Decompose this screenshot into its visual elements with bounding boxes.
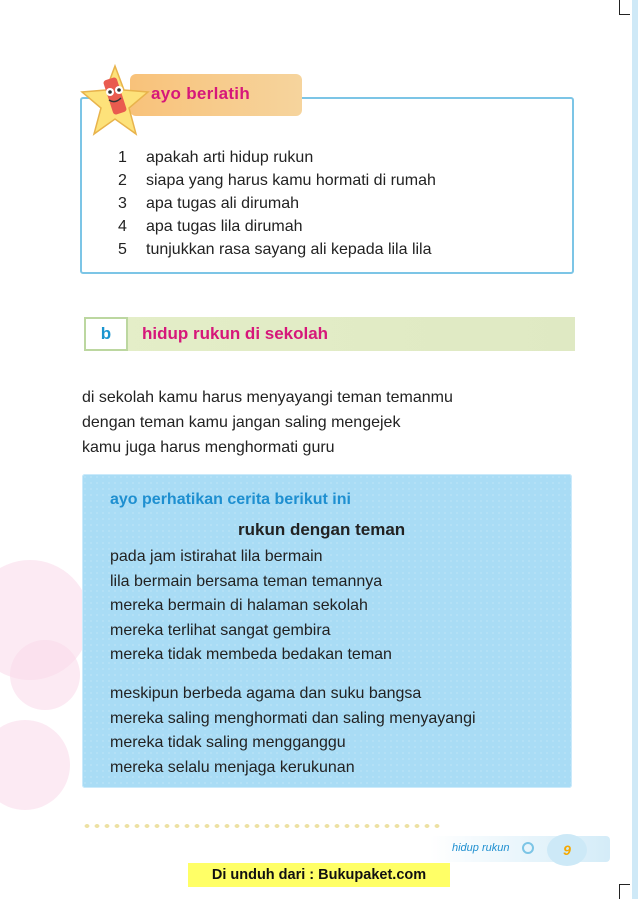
story-line: meskipun berbeda agama dan suku bangsa [110, 685, 422, 702]
section-title: hidup rukun di sekolah [142, 324, 329, 343]
story-line: mereka saling menghormati dan saling menyayangi [110, 709, 476, 727]
story-paragraph [110, 545, 392, 668]
story-line: mereka selalu menjaga kerukunan [110, 758, 355, 776]
section-letter: b [84, 317, 128, 351]
story-line: lila bermain bersama teman temannya [110, 572, 383, 590]
download-note: Di unduh dari : Bukupaket.com [188, 863, 450, 887]
list-item: 5 tunjukkan rasa sayang ali kepada lila lila [118, 241, 432, 258]
crop-mark-bottom [619, 884, 630, 899]
story-line: mereka tidak membeda bedakan teman [110, 646, 392, 663]
story-line: mereka tidak saling mengganggu [110, 734, 346, 751]
footer-chapter-title: hidup rukun [452, 842, 510, 854]
pencil-mascot-icon [80, 64, 150, 136]
story-title: rukun dengan teman [238, 520, 406, 539]
decorative-bubble [0, 720, 70, 810]
footer-dots [82, 822, 442, 830]
decorative-bubble [10, 640, 80, 710]
question-list [118, 146, 436, 261]
intro-line: di sekolah kamu harus menyayangi teman temanmu [82, 389, 453, 406]
story-line: mereka terlihat sangat gembira [110, 621, 331, 639]
list-item: 3 apa tugas ali dirumah [118, 195, 299, 212]
crop-mark-top [619, 0, 630, 15]
list-item: 2 siapa yang harus kamu hormati di rumah [118, 172, 436, 189]
page-edge-stripe [632, 0, 638, 899]
ring-icon [522, 842, 534, 854]
story-line: mereka bermain di halaman sekolah [110, 597, 368, 614]
list-item: 4 apa tugas lila dirumah [118, 218, 303, 235]
intro-paragraph [82, 385, 453, 460]
intro-line: dengan teman kamu jangan saling mengejek [82, 414, 401, 431]
page-number: 9 [547, 834, 587, 866]
list-item: 1 apakah arti hidup rukun [118, 149, 314, 166]
story-paragraph [110, 682, 476, 780]
story-line: pada jam istirahat lila bermain [110, 548, 323, 565]
story-prompt: ayo perhatikan cerita berikut ini [110, 491, 351, 508]
exercise-title: ayo berlatih [151, 84, 251, 103]
intro-line: kamu juga harus menghormati guru [82, 439, 335, 456]
